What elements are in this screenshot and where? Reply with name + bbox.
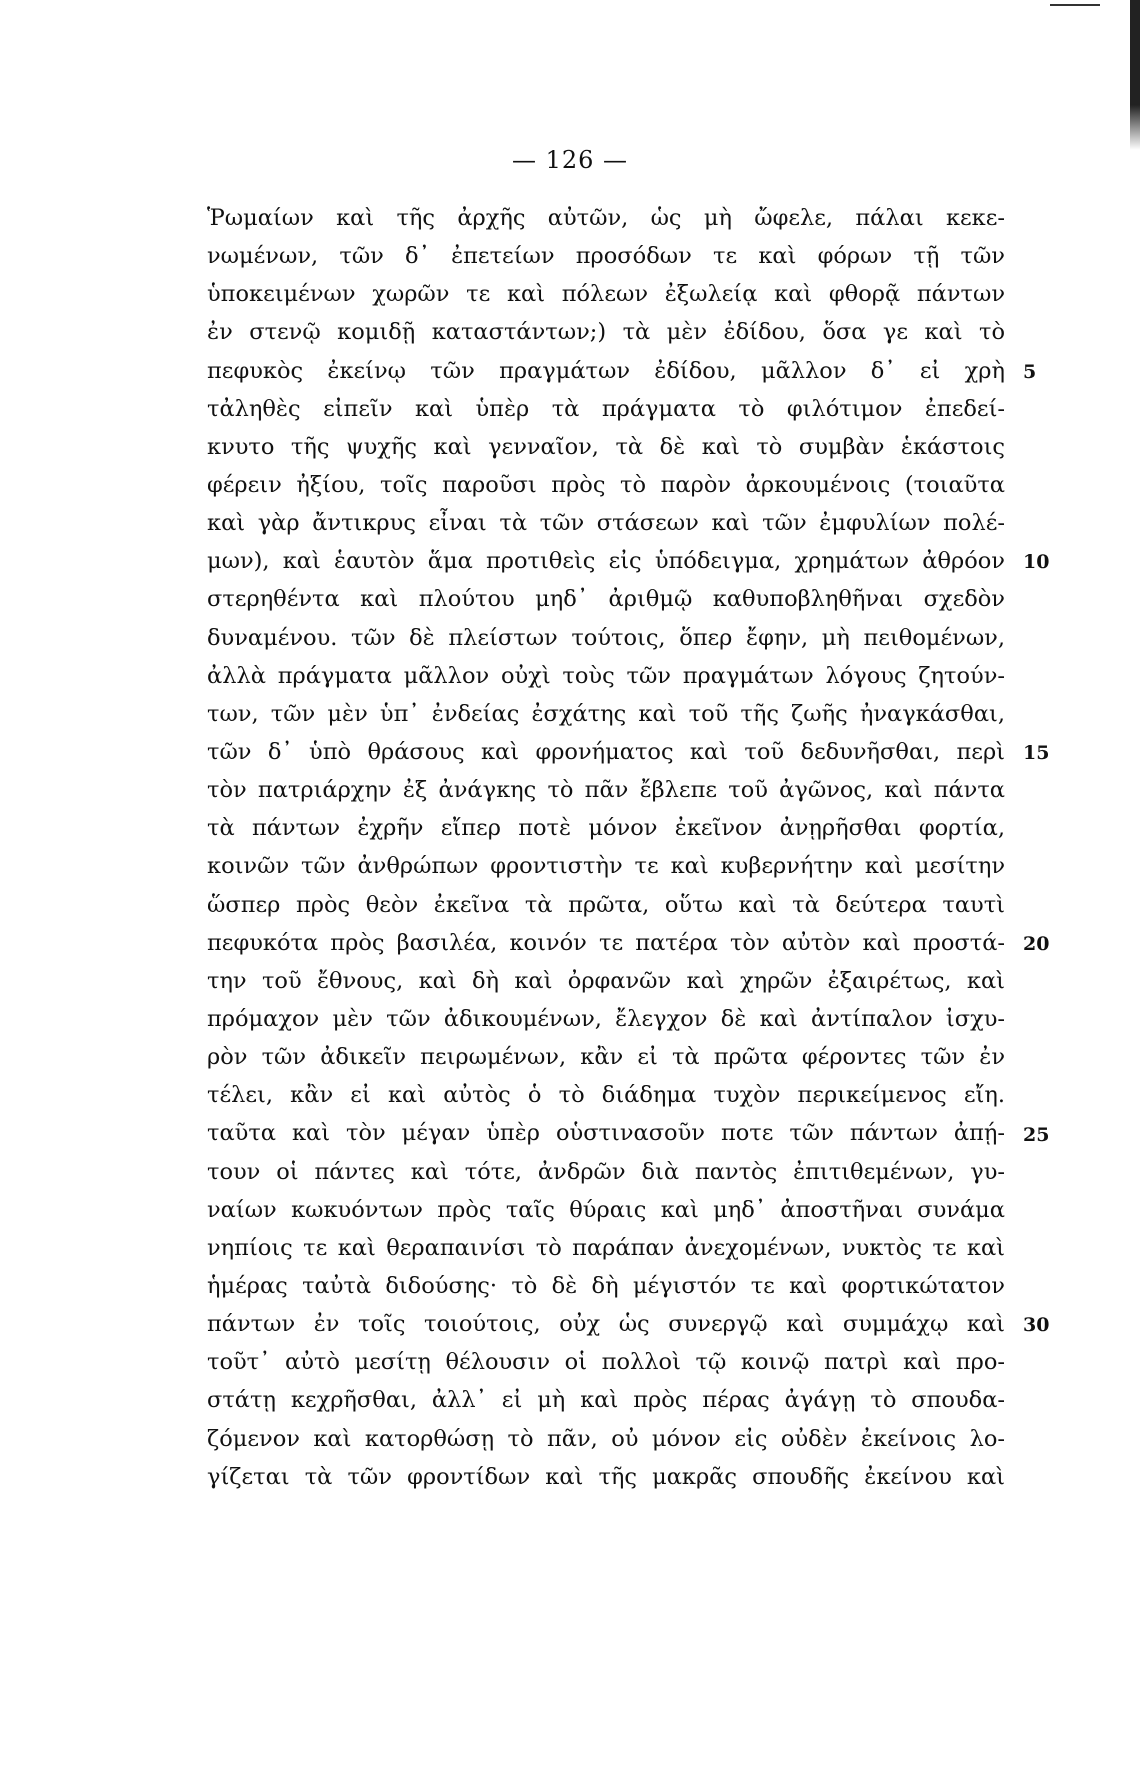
text-line: δυναμένου. τῶν δὲ πλείστων τούτοις, ὅπερ ἔφην, μὴ πειθομένων,: [207, 624, 1005, 651]
text-line: ἀλλὰ πράγματα μᾶλλον οὐχὶ τοὺς τῶν πραγμάτων λόγους ζητούν-: [207, 662, 1005, 689]
text-line: μων), καὶ ἑαυτὸν ἅμα προτιθεὶς εἰς ὑπόδειγμα, χρημάτων ἀθρόον: [207, 548, 1005, 575]
text-line: ταῦτα καὶ τὸν μέγαν ὑπὲρ οὑστινασοῦν ποτε τῶν πάντων ἀπῄ-: [207, 1120, 1005, 1147]
text-line: ὑποκειμένων χωρῶν τε καὶ πόλεων ἐξωλείᾳ καὶ φθορᾷ πάντων: [207, 281, 1005, 308]
text-line: τουν οἱ πάντες καὶ τότε, ἀνδρῶν διὰ παντὸς ἐπιτιθεμένων, γυ-: [207, 1158, 1005, 1185]
text-line: ρὸν τῶν ἀδικεῖν πειρωμένων, κἂν εἰ τὰ πρῶτα φέροντες τῶν ἐν: [207, 1044, 1005, 1071]
line-number: 15: [1023, 742, 1050, 765]
page-edge-shadow: [1130, 0, 1140, 150]
line-number: 5: [1023, 360, 1037, 383]
text-line: πάντων ἐν τοῖς τοιούτοις, οὐχ ὡς συνεργῷ καὶ συμμάχῳ καὶ: [207, 1311, 1005, 1338]
line-number: 20: [1023, 932, 1050, 955]
text-line: φέρειν ἠξίου, τοῖς παροῦσι πρὸς τὸ παρὸν ἀρκουμένοις (τοιαῦτα: [207, 471, 1005, 498]
line-number: 25: [1023, 1123, 1050, 1146]
text-line: τὸν πατριάρχην ἐξ ἀνάγκης τὸ πᾶν ἔβλεπε τοῦ ἀγῶνος, καὶ πάντα: [207, 777, 1005, 804]
text-line: ναίων κωκυόντων πρὸς ταῖς θύραις καὶ μηδ᾽ ἀποστῆναι συνάμα: [207, 1196, 1005, 1223]
text-line: των, τῶν μὲν ὑπ᾽ ἐνδείας ἐσχάτης καὶ τοῦ τῆς ζωῆς ἠναγκάσθαι,: [207, 700, 1005, 727]
text-line: κοινῶν τῶν ἀνθρώπων φροντιστὴν τε καὶ κυβερνήτην καὶ μεσίτην: [207, 853, 1005, 880]
text-line: στερηθέντα καὶ πλούτου μηδ᾽ ἀριθμῷ καθυποβληθῆναι σχεδὸν: [207, 586, 1005, 613]
text-line: ἡμέρας ταὐτὰ διδούσης· τὸ δὲ δὴ μέγιστόν τε καὶ φορτικώτατον: [207, 1272, 1005, 1299]
text-line: τὰ πάντων ἐχρῆν εἴπερ ποτὲ μόνον ἐκεῖνον ἀνῃρῆσθαι φορτία,: [207, 815, 1005, 842]
text-line: ζόμενον καὶ κατορθώσῃ τὸ πᾶν, οὐ μόνον εἰς οὐδὲν ἐκείνοις λο-: [207, 1425, 1005, 1452]
text-line: τοῦτ᾽ αὐτὸ μεσίτῃ θέλουσιν οἱ πολλοὶ τῷ κοινῷ πατρὶ καὶ προ-: [207, 1349, 1005, 1376]
text-line: ὥσπερ πρὸς θεὸν ἐκεῖνα τὰ πρῶτα, οὕτω καὶ τὰ δεύτερα ταυτὶ: [207, 891, 1005, 918]
text-line: τέλει, κἂν εἰ καὶ αὐτὸς ὁ τὸ διάδημα τυχὸν περικείμενος εἴη.: [207, 1082, 1005, 1109]
text-line: πρόμαχον μὲν τῶν ἀδικουμένων, ἔλεγχον δὲ καὶ ἀντίπαλον ἰσχυ-: [207, 1005, 1005, 1032]
text-line: τῶν δ᾽ ὑπὸ θράσους καὶ φρονήματος καὶ τοῦ δεδυνῆσθαι, περὶ: [207, 738, 1005, 765]
body-text: [207, 199, 1005, 1496]
text-line: πεφυκὸς ἐκείνῳ τῶν πραγμάτων ἐδίδου, μᾶλλον δ᾽ εἰ χρὴ: [207, 357, 1005, 384]
text-line: πεφυκότα πρὸς βασιλέα, κοινόν τε πατέρα τὸν αὐτὸν καὶ προστά-: [207, 929, 1005, 956]
line-number: 30: [1023, 1314, 1050, 1337]
text-line: κνυτο τῆς ψυχῆς καὶ γενναῖον, τὰ δὲ καὶ τὸ συμβὰν ἑκάστοις: [207, 433, 1005, 460]
text-line: τἀληθὲς εἰπεῖν καὶ ὑπὲρ τὰ πράγματα τὸ φιλότιμον ἐπεδεί-: [207, 395, 1005, 422]
page-edge-mark: [1050, 4, 1100, 6]
text-line: νωμένων, τῶν δ᾽ ἐπετείων προσόδων τε καὶ φόρων τῇ τῶν: [207, 243, 1005, 270]
text-line: στάτῃ κεχρῆσθαι, ἀλλ᾽ εἰ μὴ καὶ πρὸς πέρας ἀγάγῃ τὸ σπουδα-: [207, 1387, 1005, 1414]
text-line: γίζεται τὰ τῶν φροντίδων καὶ τῆς μακρᾶς σπουδῆς ἐκείνου καὶ: [207, 1463, 1005, 1490]
text-line: καὶ γὰρ ἄντικρυς εἶναι τὰ τῶν στάσεων καὶ τῶν ἐμφυλίων πολέ-: [207, 510, 1005, 537]
text-line: νηπίοις τε καὶ θεραπαινίσι τὸ παράπαν ἀνεχομένων, νυκτὸς τε καὶ: [207, 1234, 1005, 1261]
page-number: — 126 —: [511, 146, 629, 174]
text-line: ἐν στενῷ κομιδῇ καταστάντων;) τὰ μὲν ἐδίδου, ὅσα γε καὶ τὸ: [207, 319, 1005, 346]
line-number: 10: [1023, 551, 1050, 574]
text-line: την τοῦ ἔθνους, καὶ δὴ καὶ ὀρφανῶν καὶ χηρῶν ἐξαιρέτως, καὶ: [207, 967, 1005, 994]
text-line: Ῥωμαίων καὶ τῆς ἀρχῆς αὐτῶν, ὡς μὴ ὤφελε, πάλαι κεκε-: [207, 205, 1005, 231]
